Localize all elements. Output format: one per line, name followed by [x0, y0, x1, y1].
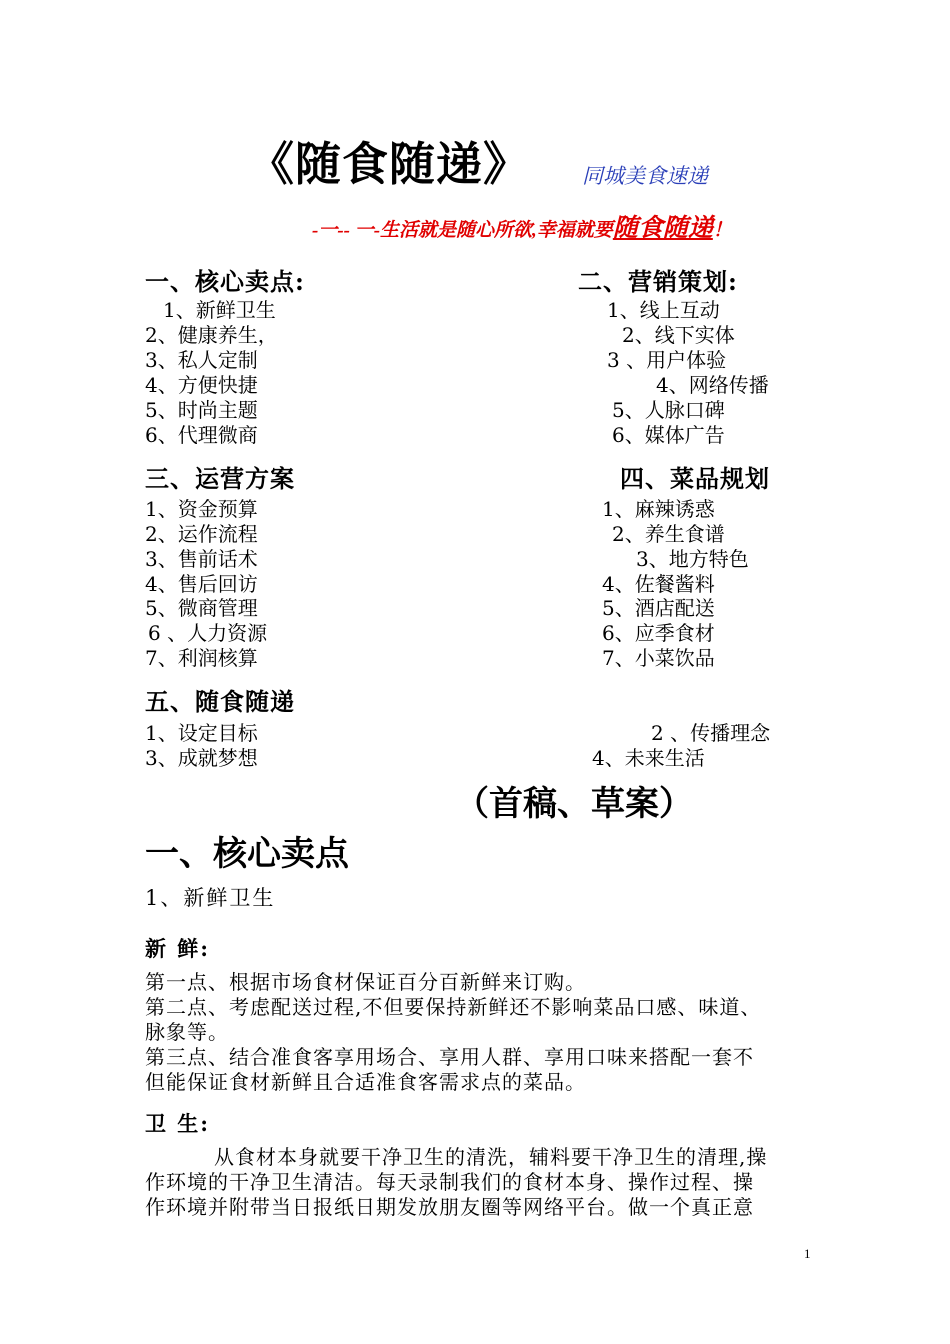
outline-item: 5、时尚主题 — [145, 398, 258, 422]
paragraph-line: 第二点、考虑配送过程,不但要保持新鲜还不影响菜品口感、味道、 — [145, 995, 762, 1019]
outline-item: 7、利润核算 — [145, 646, 258, 670]
subsection-heading: 1、新鲜卫生 — [145, 886, 276, 910]
document-subtitle: 同城美食速递 — [582, 164, 708, 188]
paragraph-line: 从食材本身就要干净卫生的清洗，辅料要干净卫生的清理,操 — [214, 1145, 768, 1169]
outline-item: 2、养生食谱 — [612, 522, 725, 546]
outline-section-2-title: 二、营销策划: — [578, 267, 738, 296]
page-number: 1 — [804, 1246, 811, 1261]
fresh-label: 新 鲜: — [145, 936, 211, 961]
paragraph-line: 脉象等。 — [145, 1020, 229, 1044]
outline-item: 7、小菜饮品 — [602, 646, 715, 670]
outline-section-5-title: 五、随食随递 — [145, 687, 295, 716]
outline-item: 5、微商管理 — [145, 596, 258, 620]
outline-section-3-title: 三、运营方案 — [145, 464, 295, 493]
outline-item: 3、地方特色 — [636, 547, 749, 571]
outline-item: 6 、人力资源 — [148, 621, 268, 645]
outline-item: 4、佐餐酱料 — [602, 572, 715, 596]
outline-item: 3、售前话术 — [145, 547, 258, 571]
section-heading: 一、核心卖点 — [145, 834, 349, 874]
outline-item: 2 、传播理念 — [651, 721, 771, 745]
slogan-main: -一-- 一-生活就是随心所欲,幸福就要 — [312, 220, 613, 241]
outline-section-1-title: 一、核心卖点: — [145, 267, 305, 296]
outline-item: 1、资金预算 — [145, 497, 258, 521]
outline-item: 2、健康养生， — [145, 323, 278, 347]
outline-item: 6、代理微商 — [145, 423, 258, 447]
outline-item: 4、方便快捷 — [145, 373, 258, 397]
document-title: 《随食随递》 — [248, 137, 530, 191]
outline-item: 3、私人定制 — [145, 348, 258, 372]
outline-item: 4、售后回访 — [145, 572, 258, 596]
paragraph-line: 作环境并附带当日报纸日期发放朋友圈等网络平台。做一个真正意 — [145, 1195, 754, 1219]
outline-section-4-title: 四、菜品规划 — [620, 464, 770, 493]
outline-item: 1、新鲜卫生 — [163, 298, 276, 322]
slogan — [312, 208, 732, 244]
outline-item: 4、网络传播 — [656, 373, 769, 397]
slogan-end: ！ — [712, 220, 732, 241]
outline-item: 2、线下实体 — [622, 323, 735, 347]
paragraph-line: 作环境的干净卫生清洁。每天录制我们的食材本身、操作过程、操 — [145, 1170, 754, 1194]
outline-item: 1、麻辣诱惑 — [602, 497, 715, 521]
outline-item: 4、未来生活 — [592, 746, 705, 770]
paragraph-line: 但能保证食材新鲜且合适准食客需求点的菜品。 — [145, 1070, 586, 1094]
outline-item: 3 、用户体验 — [607, 348, 727, 372]
outline-item: 5、酒店配送 — [602, 596, 715, 620]
hygiene-label: 卫 生: — [145, 1111, 211, 1136]
paragraph-line: 第一点、根据市场食材保证百分百新鲜来订购。 — [145, 970, 586, 994]
outline-item: 6、媒体广告 — [612, 423, 725, 447]
outline-item: 2、运作流程 — [145, 522, 258, 546]
slogan-emphasis: 随食随递 — [612, 215, 713, 242]
outline-item: 6、应季食材 — [602, 621, 715, 645]
outline-item: 3、成就梦想 — [145, 746, 258, 770]
outline-item: 5、人脉口碑 — [612, 398, 725, 422]
draft-label: （首稿、草案） — [455, 784, 693, 824]
paragraph-line: 第三点、结合准食客享用场合、享用人群、享用口味来搭配一套不 — [145, 1045, 754, 1069]
outline-item: 1、设定目标 — [145, 721, 258, 745]
outline-item: 1、线上互动 — [607, 298, 720, 322]
